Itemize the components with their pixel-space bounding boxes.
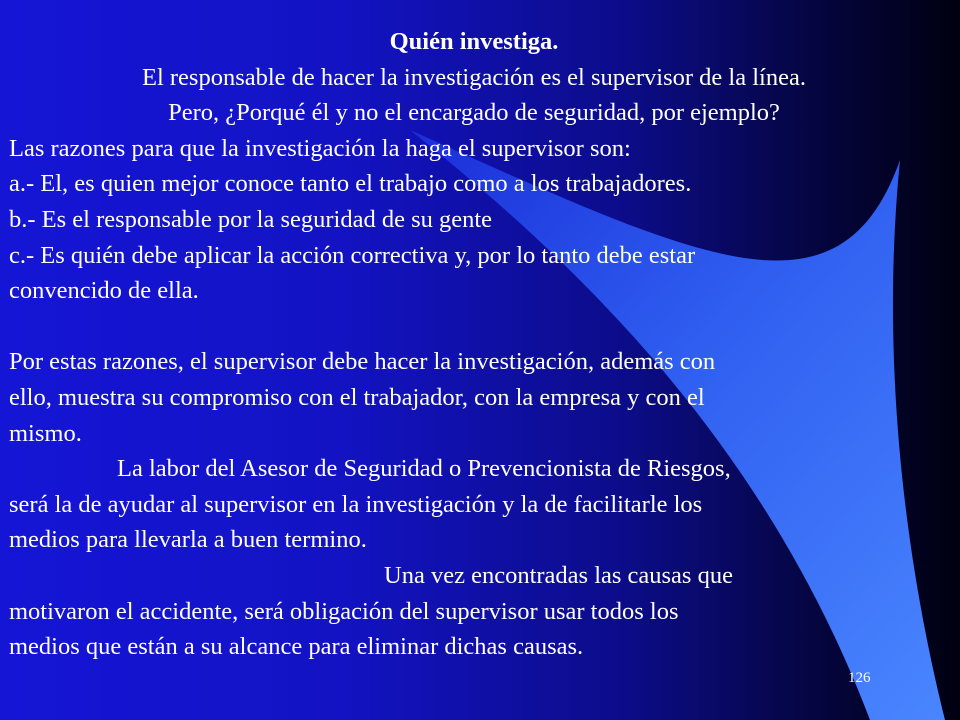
text-line-17: medios que están a su alcance para eliminar dichas causas.	[9, 633, 584, 661]
text-line-10: ello, muestra su compromiso con el trabajador, con la empresa y con el	[9, 383, 705, 411]
text-line-15: Una vez encontradas las causas que	[384, 561, 733, 589]
text-line-6: c.- Es quién debe aplicar la acción correctiva y, por lo tanto debe estar	[9, 241, 696, 269]
text-line-14: medios para llevarla a buen termino.	[9, 526, 367, 554]
page-number: 126	[848, 670, 871, 686]
text-line-13: será la de ayudar al supervisor en la investigación y la de facilitarle los	[9, 490, 703, 518]
text-line-1: El responsable de hacer la investigación es el supervisor de la línea.	[142, 63, 806, 91]
text-line-4: a.- El, es quien mejor conoce tanto el trabajo como a los trabajadores.	[9, 170, 692, 198]
blank-line	[9, 309, 939, 345]
text-line-7: convencido de ella.	[9, 277, 199, 305]
text-line-2: Pero, ¿Porqué él y no el encargado de seguridad, por ejemplo?	[168, 99, 780, 127]
text-line-3: Las razones para que la investigación la haga el supervisor son:	[9, 134, 631, 162]
text-line-16: motivaron el accidente, será obligación del supervisor usar todos los	[9, 597, 679, 625]
text-line-12: La labor del Asesor de Seguridad o Prevencionista de Riesgos,	[117, 455, 731, 483]
text-line-5: b.- Es el responsable por la seguridad de su gente	[9, 205, 493, 233]
slide-body	[9, 24, 939, 665]
slide-title: Quién investiga.	[389, 28, 559, 55]
text-line-9: Por estas razones, el supervisor debe hacer la investigación, además con	[9, 348, 716, 376]
text-line-11: mismo.	[9, 419, 82, 447]
